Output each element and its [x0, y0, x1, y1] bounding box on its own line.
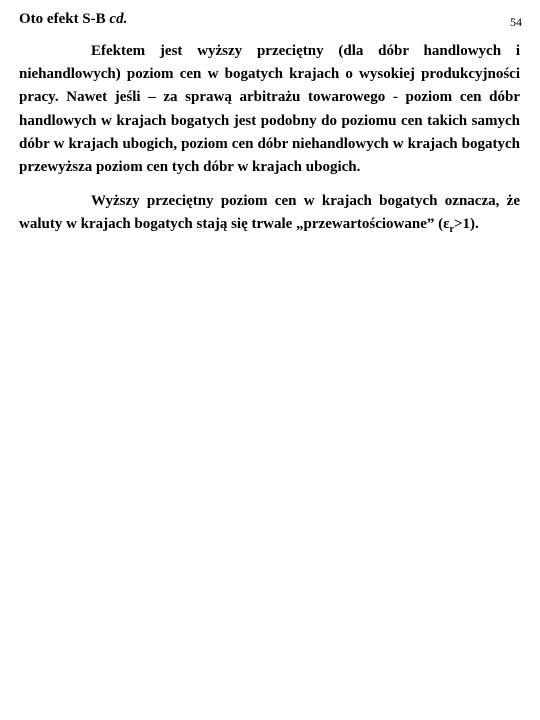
- page-title-italic: cd.: [109, 11, 128, 27]
- paragraph-2-text: Wyższy przeciętny poziom cen w krajach bogatych oznacza, że waluty w krajach bogatych stają się trwale „przewartościowane” (ε: [19, 193, 520, 233]
- page-title: [19, 10, 127, 28]
- paragraph-2-end: >1).: [453, 216, 479, 233]
- page-title-main: Oto efekt S-B: [19, 11, 110, 27]
- page-number: 54: [510, 15, 522, 29]
- paragraph-2: [19, 190, 520, 236]
- paragraph-1: Efektem jest wyższy przeciętny (dla dóbr handlowych i niehandlowych) poziom cen w bogatych krajach o wysokiej produkcyjności pracy. Nawet jeśli – za sprawą arbitrażu towarowego - poziom cen dóbr handlowych w krajach bogatych jest podobny do poziomu cen takich samych dóbr w krajach ubogich, poziom cen dóbr niehandlowych w krajach bogatych przewyższa poziom cen tych dóbr w krajach ubogich.: [19, 43, 520, 176]
- paragraph-2-subscript: r: [449, 224, 454, 236]
- document-body: [19, 40, 520, 237]
